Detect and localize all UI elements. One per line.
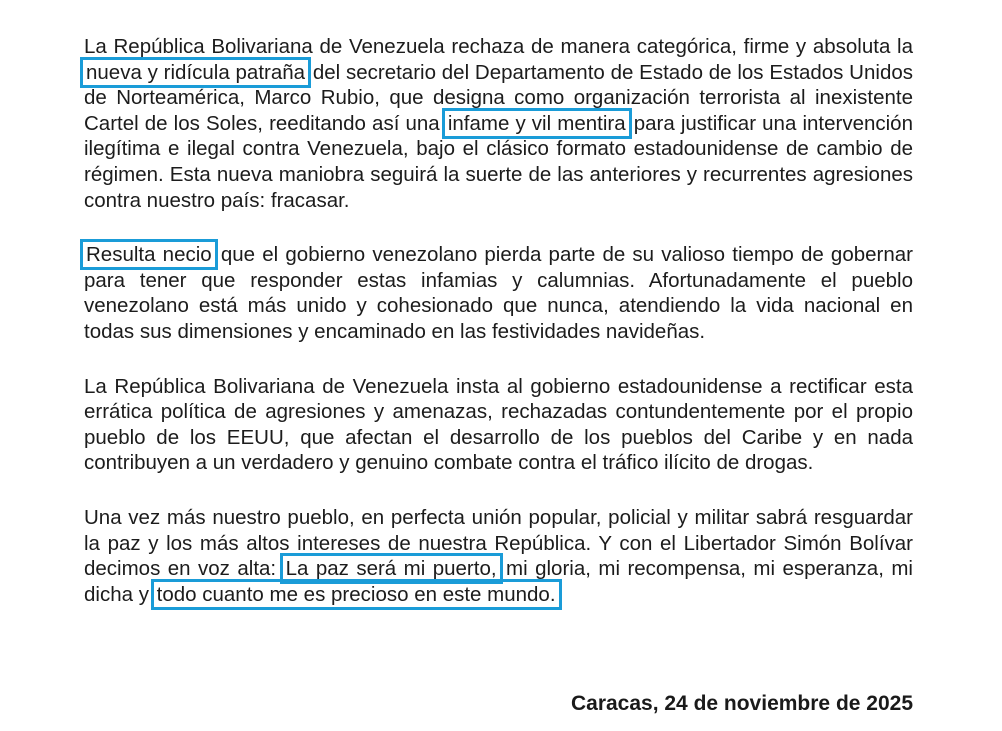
highlight-box: nueva y ridícula patraña [86,60,306,84]
date-signature: Caracas, 24 de noviembre de 2025 [570,692,913,715]
paragraph-text: para justificar una intervención ilegítima e ilegal contra Venezuela, bajo el clásico formato estadounidense de cambio de régimen. Esta nueva maniobra seguirá la suerte de las anteriores y recurrentes agresiones contra nuestro país: fracasar. [84,111,913,212]
highlight-box: todo cuanto me es precioso en este mundo. [156,582,556,606]
paragraph-text: La República Bolivariana de Venezuela insta al gobierno estadounidense a rectificar esta errática política de agresiones y amenazas, rechazadas contundentemente por el propio pueblo de los EEUU, que afectan el desarrollo de los pueblos del Caribe y en nada contribuyen a un verdadero y genuino combate contra el tráfico ilícito de drogas. [84,374,913,475]
statement-document [84,34,913,636]
highlight-box: La paz será mi puerto, [285,557,497,581]
highlight-box: Resulta necio [86,243,212,267]
paragraph-text: mi gloria, mi recompensa, mi esperanza, mi dicha y [84,557,913,606]
paragraph-text: Una vez más nuestro pueblo, en perfecta unión popular, policial y militar sabrá resguardar la paz y los más altos intereses de nuestra República. Y con el Libertador Simón Bolívar decimos en voz alta: [84,505,913,581]
paragraph-4 [84,505,913,607]
highlight-box: infame y vil mentira [447,111,626,135]
paragraph-text: que el gobierno venezolano pierda parte de su valioso tiempo de gobernar para tener que responder estas infamias y calumnias. Afortunadamente el pueblo venezolano está más unido y cohesionado que nunca, atendiendo la vida nacional en todas sus dimensiones y encaminado en las festividades navideñas. [84,243,913,343]
paragraph-text: del secretario del Departamento de Estado de los Estados Unidos de Norteamérica, Marco Rubio, que designa como organización terrorista al inexistente Cartel de los Soles, reeditando así una [84,60,913,135]
paragraph-text: La República Bolivariana de Venezuela rechaza de manera categórica, firme y absoluta la [84,35,913,58]
paragraph-3 [84,374,913,476]
paragraph-1 [84,34,913,213]
paragraph-2 [84,242,913,344]
